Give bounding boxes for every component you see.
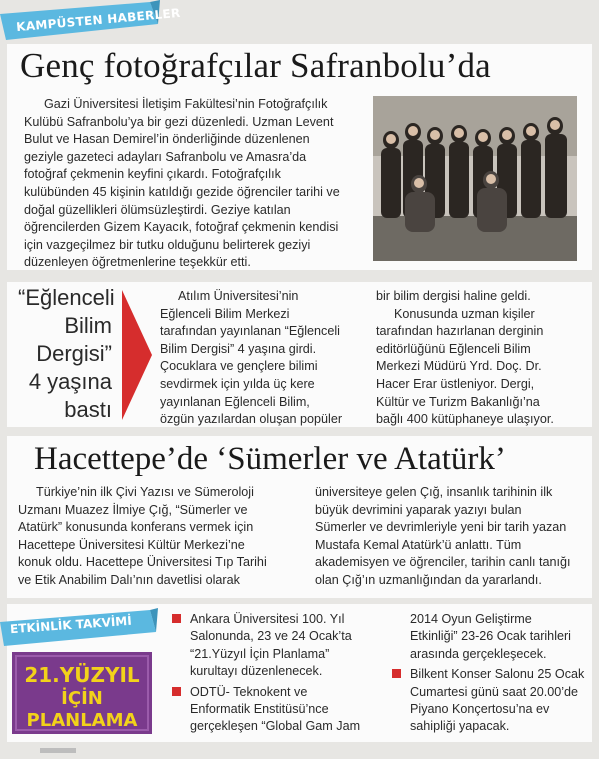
group-photo	[373, 96, 577, 261]
article-line: Çocuklara ve gençlere bilimi	[160, 359, 318, 374]
event-line: “21.Yüzyıl İçin Planlama”	[190, 646, 330, 661]
red-square-bullet-icon	[392, 669, 401, 678]
side-title-science-magazine	[18, 284, 115, 424]
article-line: yayınlanan Eğlenceli Bilim,	[160, 394, 310, 409]
article-line: Konusunda uzman kişiler	[394, 306, 535, 321]
event-line: Salonunda, 23 ve 24 Ocak’ta	[190, 629, 352, 644]
article-line: Sümerler ve devrimleriyle yeni bir tarih yazan	[315, 520, 567, 535]
red-square-bullet-icon	[172, 687, 181, 696]
article-line: fotoğraf çekmenin keyfini çıkardı. Fotoğrafçılık	[24, 167, 281, 182]
article-body-science-col2	[376, 288, 576, 429]
article-line: konuk oldu. Hacettepe Üniversitesi Tıp Tarihi	[18, 555, 267, 570]
event-line: Bilkent Konser Salonu 25 Ocak	[410, 667, 585, 682]
article-line: özgün yazılardan oluşan popüler	[160, 412, 343, 427]
event-line: kurultayı düzenlenecek.	[190, 664, 323, 679]
section-ribbon-label: KAMPÜSTEN HABERLER	[15, 5, 182, 35]
article-line: üniversiteye gelen Çığ, insanlık tarihinin ilk	[315, 485, 553, 499]
side-title-line: “Eğlenceli	[18, 285, 115, 310]
article-line: Atılım Üniversitesi’nin	[178, 289, 299, 303]
article-body-science-col1	[160, 288, 356, 429]
event-item	[392, 666, 588, 736]
article-line: sevdirmek için yılda üç kere	[160, 376, 315, 391]
event-line: sahipliği yapacak.	[410, 719, 510, 734]
article-line: büyük devrimini yaparak yazıyı bulan	[315, 502, 522, 517]
side-title-line: 4 yaşına	[28, 369, 112, 394]
event-item-continued	[392, 611, 588, 663]
article-line: editörlüğünü Eğlenceli Bilim	[376, 341, 531, 356]
events-ribbon-label: ETKİNLİK TAKVİMİ	[9, 613, 133, 637]
event-line: 2014 Oyun Geliştirme	[410, 612, 532, 626]
article-line: düzenleyen öğretmenlerine teşekkür etti.	[24, 255, 251, 270]
event-line: Cumartesi günü saat 20.00’de	[410, 684, 579, 699]
poster-line-2: İÇİN	[61, 688, 103, 709]
event-line: Enformatik Enstitüsü’nce	[190, 702, 329, 717]
event-line: ODTÜ- Teknokent ve	[190, 684, 308, 699]
article-line: geziyle gazeteci adayları Safranbolu ve Amasra’da	[24, 149, 307, 164]
article-line: Kültür ve Turizm Bakanlığı’na	[376, 394, 540, 409]
article-line: bağlı 400 kütüphaneye ulaşıyor.	[376, 412, 554, 427]
article-line: Merkezi Müdürü Yrd. Doç. Dr.	[376, 359, 542, 374]
red-square-bullet-icon	[172, 614, 181, 623]
article-line: Atatürk” konusunda konferans vermek için	[18, 520, 254, 535]
article-line: Uzmanı Muazez İlmiye Çığ, “Sümerler ve	[18, 502, 248, 517]
article-line: Türkiye’nin ilk Çivi Yazısı ve Sümeroloji	[36, 485, 254, 499]
side-title-line: Dergisi”	[36, 341, 112, 366]
side-title-line: bastı	[64, 397, 112, 422]
article-line: Hacettepe Üniversitesi Kültür Merkezi’ne	[18, 537, 245, 552]
side-title-line: Bilim	[64, 313, 112, 338]
article-line: Hacer Erar üstleniyor. Dergi,	[376, 376, 535, 391]
event-line: Piyano Konçertosu’na ev	[410, 702, 550, 717]
event-line: gerçekleşen “Global Gam Jam	[190, 719, 361, 734]
article-line: doğal güzellikleri ölümsüzleştirdi. Geziye katılan	[24, 202, 291, 217]
article-line: bir bilim dergisi haline geldi.	[376, 289, 531, 303]
article-line: Kulübü Safranbolu’ya bir gezi düzenledi. Uzman Levent	[24, 114, 334, 129]
event-item	[172, 611, 368, 681]
article-line: için vazgeçilmez bir tutku olduğunu belirterek geziyi	[24, 237, 311, 252]
article-line: Eğlenceli Bilim Merkezi	[160, 306, 290, 321]
article-line: Mustafa Kemal Atatürk’ü anlattı. Tüm	[315, 537, 522, 552]
article-line: ve Etik Anabilim Dalı’nın davetlisi olarak	[18, 572, 240, 587]
poster-line-1: 21.YÜZYIL	[24, 663, 140, 687]
event-line: Etkinliği” 23-26 Ocak tarihleri	[410, 629, 571, 644]
event-line: Ankara Üniversitesi 100. Yıl	[190, 612, 345, 626]
article-line: Bulut ve Hasan Demirel’in önderliğinde düzenlenen	[24, 132, 310, 147]
article-line: tarafından yayınlanan “Eğlenceli	[160, 324, 340, 339]
article-body-safranbolu	[24, 96, 364, 272]
headline-hacettepe: Hacettepe’de ‘Sümerler ve Atatürk’	[34, 441, 506, 477]
article-body-hacettepe-col2	[315, 484, 585, 590]
headline-safranbolu: Genç fotoğrafçılar Safranbolu’da	[20, 46, 491, 85]
event-line: arasında gerçekleşecek.	[410, 646, 547, 661]
red-arrow-icon	[122, 290, 152, 420]
planning-poster	[12, 652, 152, 734]
events-column-2	[392, 611, 588, 739]
article-line: Gazi Üniversitesi İletişim Fakültesi’nin Fotoğrafçılık	[44, 97, 328, 111]
article-line: Bilim Dergisi” 4 yaşına girdi.	[160, 341, 317, 356]
article-line: akademisyen ve öğrenciler, tarihin canlı tanığı	[315, 555, 571, 570]
article-line: olan Çığ’ın uzmanlığından da yararlandı.	[315, 572, 542, 587]
article-line: öğrencilerden Gizem Kayacık, fotoğraf çekmenin kendisi	[24, 220, 339, 235]
article-line: kulübünden 45 kişinin katıldığı gezide öğrenciler tarihi ve	[24, 184, 340, 199]
events-column-1	[172, 611, 368, 739]
footer-divider	[40, 748, 76, 753]
event-item	[172, 684, 368, 736]
article-body-hacettepe-col1	[18, 484, 298, 590]
poster-line-3: PLANLAMA	[26, 710, 138, 731]
article-line: tarafından hazırlanan derginin	[376, 324, 544, 339]
